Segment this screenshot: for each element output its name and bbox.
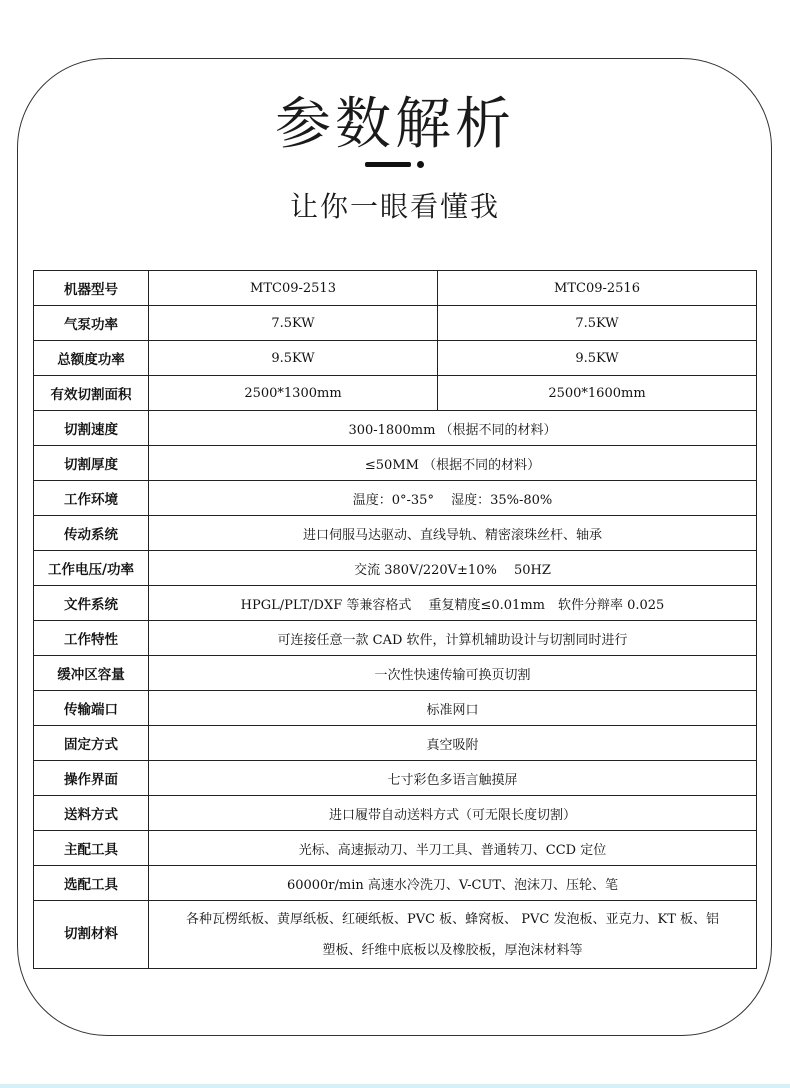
row-label: 工作电压/功率 (34, 551, 149, 586)
spec-table (33, 270, 757, 969)
row-value: 可连接任意一款 CAD 软件，计算机辅助设计与切割同时进行 (149, 621, 757, 656)
row-value: HPGL/PLT/DXF 等兼容格式 重复精度≤0.01mm 软件分辩率 0.025 (149, 586, 757, 621)
model-a-value: MTC09-2513 (149, 271, 438, 306)
row-value: 温度：0°-35° 湿度：35%-80% (149, 481, 757, 516)
page-subtitle: 让你一眼看懂我 (289, 190, 500, 223)
divider-bar (365, 162, 411, 167)
materials-value (149, 901, 757, 969)
table-row (34, 691, 757, 726)
table-row (34, 376, 757, 411)
table-row (34, 621, 757, 656)
row-label: 操作界面 (34, 761, 149, 796)
row-label: 文件系统 (34, 586, 149, 621)
row-label: 主配工具 (34, 831, 149, 866)
row-label: 气泵功率 (34, 306, 149, 341)
row-value: 300-1800mm （根据不同的材料） (149, 411, 757, 446)
row-value: 进口履带自动送料方式（可无限长度切割） (149, 796, 757, 831)
table-row (34, 341, 757, 376)
table-row (34, 761, 757, 796)
row-label: 切割材料 (34, 901, 149, 969)
row-label: 切割厚度 (34, 446, 149, 481)
divider-dot (417, 161, 424, 168)
row-label: 工作特性 (34, 621, 149, 656)
row-value: 光标、高速振动刀、半刀工具、普通转刀、CCD 定位 (149, 831, 757, 866)
model-b-value: 2500*1600mm (438, 376, 757, 411)
row-label: 机器型号 (34, 271, 149, 306)
row-label: 缓冲区容量 (34, 656, 149, 691)
row-label: 工作环境 (34, 481, 149, 516)
row-label: 总额度功率 (34, 341, 149, 376)
page-title: 参数解析 (275, 92, 515, 157)
table-row (34, 656, 757, 691)
table-row (34, 516, 757, 551)
model-b-value: 9.5KW (438, 341, 757, 376)
table-row (34, 446, 757, 481)
row-label: 传输端口 (34, 691, 149, 726)
table-row (34, 481, 757, 516)
table-row (34, 831, 757, 866)
table-row (34, 726, 757, 761)
materials-line-2: 塑板、纤维中底板以及橡胶板，厚泡沫材料等 (322, 942, 583, 958)
table-row-model (34, 271, 757, 306)
table-row-materials (34, 901, 757, 969)
model-a-value: 7.5KW (149, 306, 438, 341)
row-label: 送料方式 (34, 796, 149, 831)
materials-line-1: 各种瓦楞纸板、黄厚纸板、红硬纸板、PVC 板、蜂窝板、 PVC 发泡板、亚克力、KT 板、铝 (185, 911, 720, 927)
row-value: 一次性快速传输可换页切割 (149, 656, 757, 691)
row-label: 有效切割面积 (34, 376, 149, 411)
row-value: 进口伺服马达驱动、直线导轨、精密滚珠丝杆、轴承 (149, 516, 757, 551)
row-value: 交流 380V/220V±10% 50HZ (149, 551, 757, 586)
row-value: 七寸彩色多语言触摸屏 (149, 761, 757, 796)
table-row (34, 586, 757, 621)
table-row (34, 411, 757, 446)
table-row (34, 306, 757, 341)
row-value: 标准网口 (149, 691, 757, 726)
model-a-value: 2500*1300mm (149, 376, 438, 411)
row-value: 60000r/min 高速水冷洗刀、V-CUT、泡沫刀、压轮、笔 (149, 866, 757, 901)
row-label: 固定方式 (34, 726, 149, 761)
model-a-value: 9.5KW (149, 341, 438, 376)
bottom-strip (0, 1084, 790, 1088)
table-row (34, 551, 757, 586)
table-row (34, 796, 757, 831)
table-row (34, 866, 757, 901)
row-value: ≤50MM （根据不同的材料） (149, 446, 757, 481)
row-label: 选配工具 (34, 866, 149, 901)
model-b-value: 7.5KW (438, 306, 757, 341)
model-b-value: MTC09-2516 (438, 271, 757, 306)
row-label: 传动系统 (34, 516, 149, 551)
title-divider (365, 158, 425, 170)
row-label: 切割速度 (34, 411, 149, 446)
row-value: 真空吸附 (149, 726, 757, 761)
